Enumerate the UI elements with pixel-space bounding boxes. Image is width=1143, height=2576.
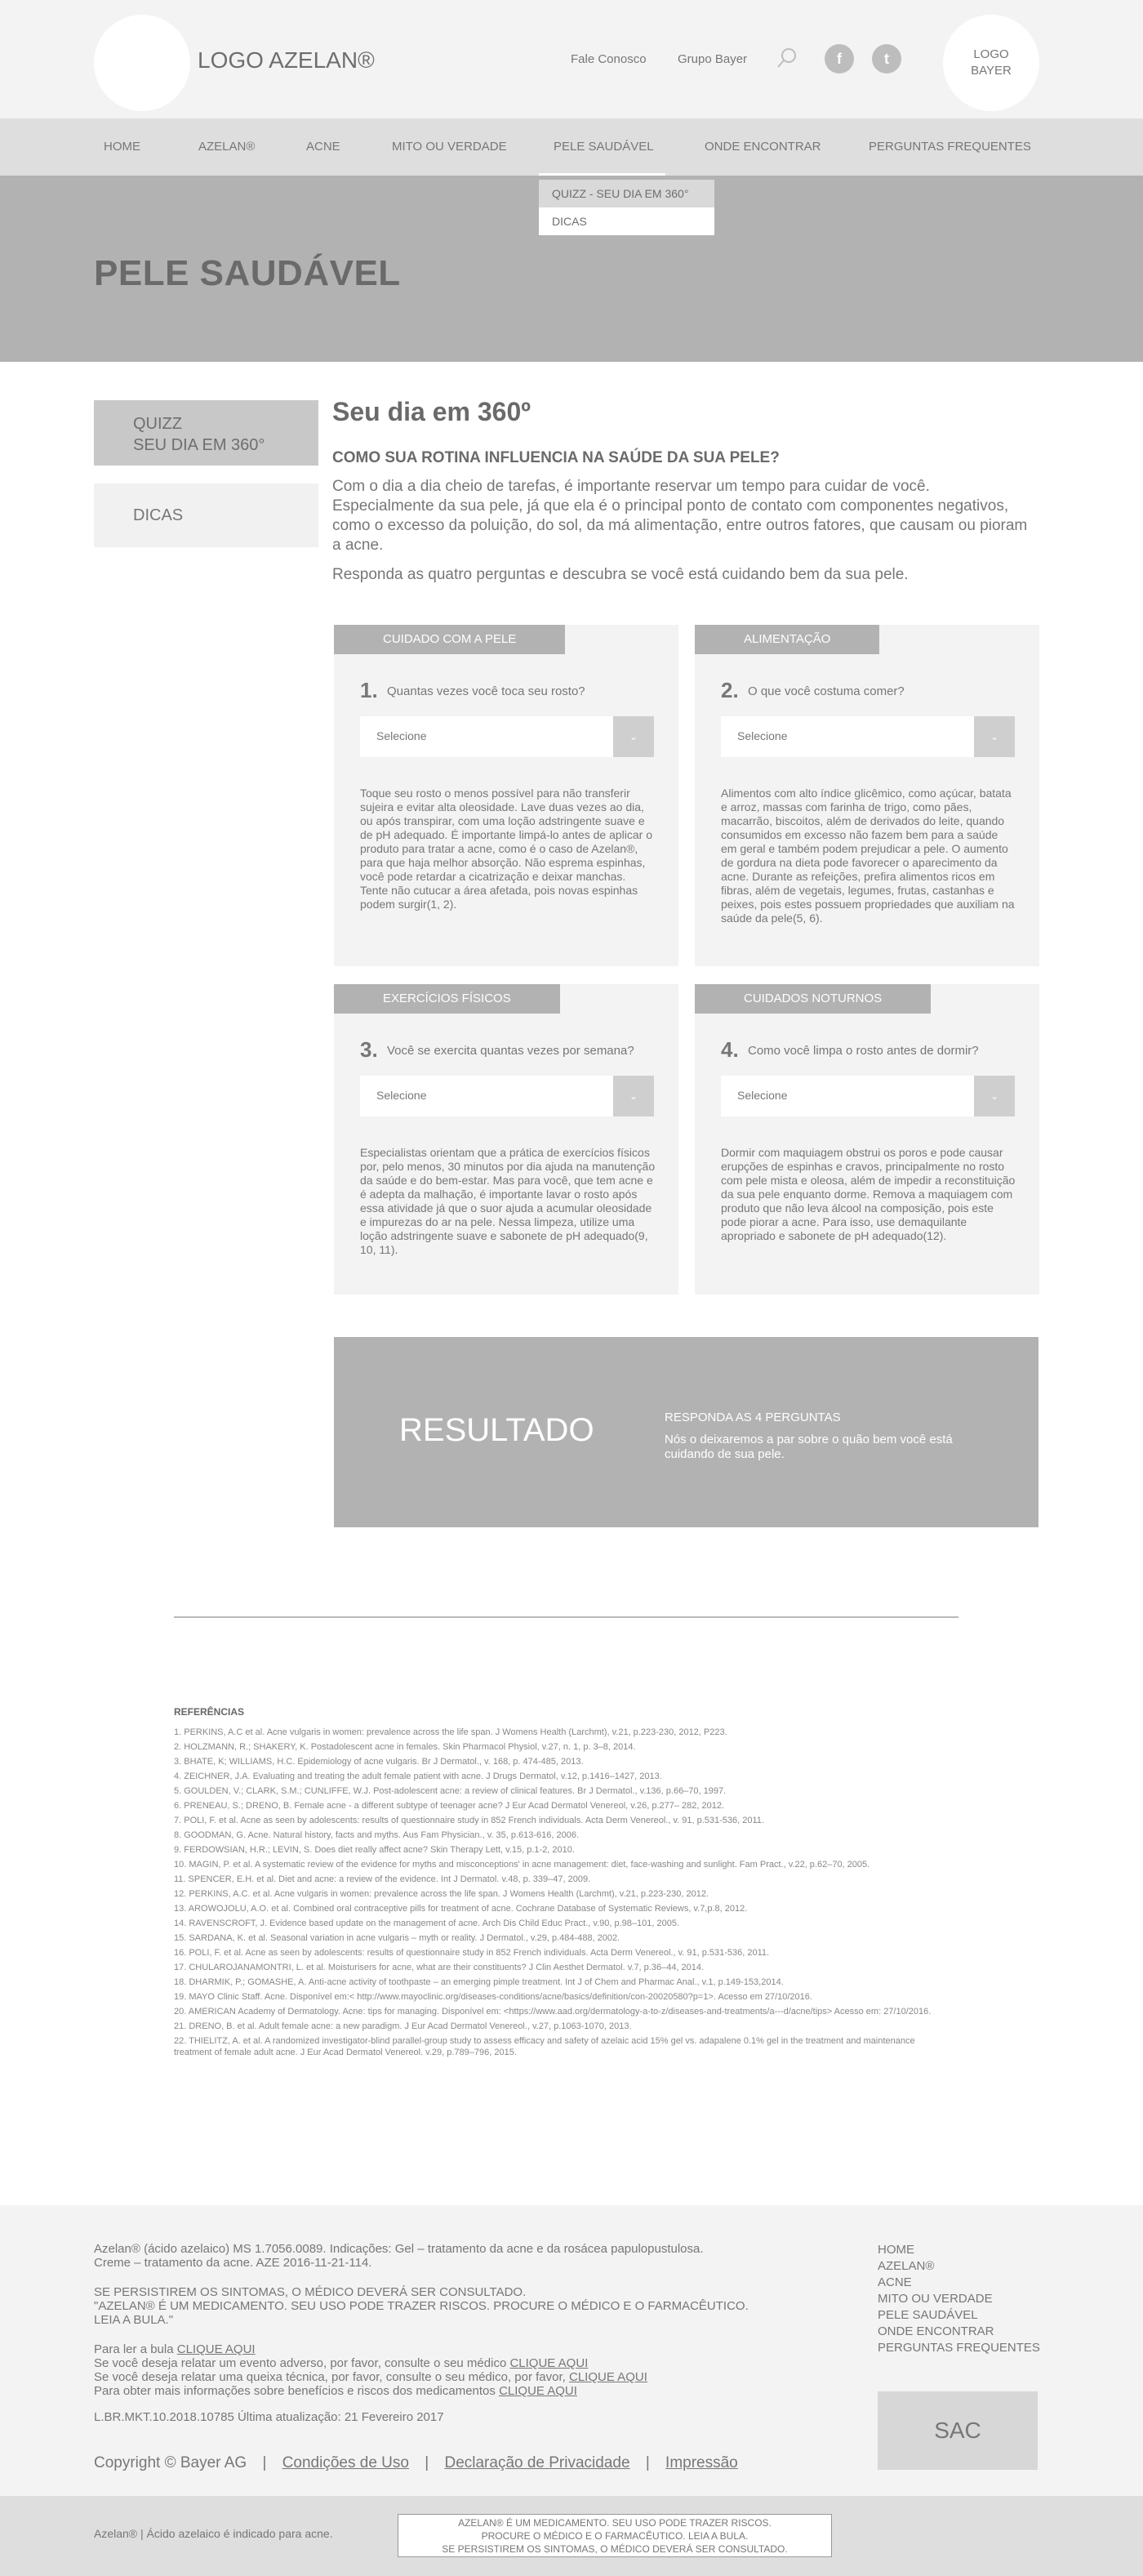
footer-menu-item[interactable]: PERGUNTAS FREQUENTES (878, 2341, 1040, 2355)
answer-select[interactable] (360, 716, 654, 757)
footer-bula-text: Para ler a bula (94, 2342, 177, 2356)
question-number: 1. (360, 678, 378, 702)
question-number: 3. (360, 1037, 378, 1062)
footer-technical-text: Se você deseja relatar uma queixa técnica, por favor, consulte o seu médico, por favor, (94, 2370, 569, 2384)
reference-item: 6. PRENEAU, S.; DRENO, B. Female acne - a different subtype of teenager acne? J Eur Acad Dermatol Venereol, v.26, p.277– 282, 2012. (174, 1801, 725, 1811)
nav-item-onde-encontrar[interactable]: ONDE ENCONTRAR (705, 140, 821, 154)
reference-item: 10. MAGIN, P. et al. A systematic review of the evidence for myths and misconceptions' in acne management: diet, face-washing and sunlight. Fam Pract., v.22, p.62–70, 2005. (174, 1860, 870, 1870)
answer-select[interactable] (721, 1076, 1015, 1116)
technical-complaint-link[interactable]: CLIQUE AQUI (569, 2370, 647, 2384)
logo-text[interactable]: LOGO AZELAN® (198, 47, 375, 73)
warning-line2: PROCURE O MÉDICO E O FARMACÊUTICO. LEIA A BULA. (481, 2530, 749, 2542)
quiz-card (334, 625, 678, 966)
card-body-text: Especialistas orientam que a prática de exercícios físicos por, pelo menos, 30 minutos por dia ajuda na manutenção da saúde e do bem-estar. Mas para você, que tem acne e é adepta da malhação, é importante lavar o rosto após essa atividade já que o suor ajuda a acumular oleosidade e impurezas do ar na pele. Nessa limpeza, utilize uma loção adstringente suave e sabonete de pH adequado(9, 10, 11). (360, 1146, 656, 1256)
select-value: Selecione (737, 1089, 788, 1102)
reference-item: 12. PERKINS, A.C. et al. Acne vulgaris in women: prevalence across the life span. J Womens Health (Larchmt), v.21, p.223-230, 2012. (174, 1889, 709, 1899)
reference-item: 17. CHULAROJANAMONTRI, L. et al. Moisturisers for acne, what are their constituents? J Clin Aesthet Dermatol. v.7, p.36–44, 2014. (174, 1963, 705, 1972)
card-tag: CUIDADO COM A PELE (334, 625, 565, 654)
reference-item: 14. RAVENSCROFT, J. Evidence based update on the management of acne. Arch Dis Child Educ Pract., v.90, p.98–101, 2005. (174, 1919, 679, 1928)
bayer-logo-line1: LOGO (973, 47, 1009, 61)
chevron-down-icon[interactable]: ⌄ (974, 716, 1015, 757)
footer-menu (878, 2242, 1040, 2356)
reference-item: 1. PERKINS, A.C et al. Acne vulgaris in women: prevalence across the life span. J Womens Health (Larchmt), v.21, p.223-230, 2012, P223. (174, 1727, 727, 1737)
footer-indications-line1: Azelan® (ácido azelaico) MS 1.7056.0089. Indicações: Gel – tratamento da acne e da rosácea papulopustulosa. (94, 2242, 704, 2256)
page-title: PELE SAUDÁVEL (94, 253, 401, 293)
footer-menu-item[interactable]: ACNE (878, 2275, 912, 2289)
result-title: RESULTADO (399, 1412, 594, 1448)
footer-adverse-line (94, 2356, 772, 2370)
footer-info-line (94, 2384, 772, 2398)
separator: | (425, 2454, 429, 2471)
reference-item: 8. GOODMAN, G. Acne. Natural history, facts and myths. Aus Fam Physician., v. 35, p.613-616, 2006. (174, 1830, 580, 1840)
footer-code: L.BR.MKT.10.2018.10785 Última atualização: 21 Fevereiro 2017 (94, 2410, 444, 2424)
nav-item-pele-saudavel[interactable]: PELE SAUDÁVEL (554, 140, 654, 154)
reference-item: 20. AMERICAN Academy of Dermatology. Acne: tips for managing. Disponível em: <https://www.aad.org/dermatology-a-to-z/diseases-and-treatments/a---d/acne/tips> Acesso em: 27/10/2016. (174, 2007, 932, 2017)
privacy-link[interactable]: Declaração de Privacidade (444, 2454, 630, 2471)
intro-text: Com o dia a dia cheio de tarefas, é importante reservar um tempo para cuidar de você. Especialmente da sua pele, já que ela é o principal ponto de contato com componentes negativos, como o excesso da poluição, do sol, da má alimentação, entre outros fatores, que causam ou pioram a acne. (332, 478, 1028, 554)
reference-item: 21. DRENO, B. et al. Adult female acne: a new paradigm. J Eur Acad Dermatol Venereol., v.27, p.1063-1070, 2013. (174, 2021, 632, 2031)
footer-indications-line2: Creme – tratamento da acne. AZE 2016-11-21-114. (94, 2256, 372, 2270)
sidebar-quizz-line1: QUIZZ (133, 415, 182, 433)
reference-item: 19. MAYO Clinic Staff. Acne. Disponível em:< http://www.mayoclinic.org/diseases-conditions/acne/basics/definition/con-20020580?p=1>. Acesso em 27/10/2016. (174, 1992, 812, 2002)
reference-item: 4. ZEICHNER, J.A. Evaluating and treating the adult female patient with acne. J Drugs Dermatol, v.12, p.1416–1427, 2013. (174, 1772, 662, 1781)
facebook-icon[interactable]: f (825, 44, 854, 74)
logo-circle[interactable] (94, 15, 190, 111)
sidebar-item-quizz[interactable] (94, 400, 318, 466)
terms-link[interactable]: Condições de Uso (282, 2454, 409, 2471)
references-list (174, 1727, 950, 2061)
reference-item: 5. GOULDEN, V.; CLARK, S.M.; CUNLIFFE, W.J. Post-adolescent acne: a review of clinical features. Br J Dermatol., v.136, p.66–70, 1997. (174, 1786, 727, 1796)
quiz-card (695, 625, 1039, 966)
footer-warning-line3: LEIA A BULA." (94, 2313, 174, 2327)
footer-warning-line1: SE PERSISTIREM OS SINTOMAS, O MÉDICO DEVERÁ SER CONSULTADO. (94, 2285, 527, 2299)
footer-menu-item[interactable]: MITO OU VERDADE (878, 2292, 993, 2306)
card-tag: ALIMENTAÇÃO (695, 625, 879, 654)
footer-contact (94, 2342, 772, 2398)
question-text: O que você costuma comer? (748, 684, 905, 698)
main-nav (0, 118, 1143, 176)
section-title: Seu dia em 360º (332, 397, 531, 426)
header (0, 0, 1143, 118)
footer-info-text: Para obter mais informações sobre benefícios e riscos dos medicamentos (94, 2384, 500, 2398)
warning-box (398, 2514, 832, 2557)
nav-item-mito-ou-verdade[interactable]: MITO OU VERDADE (392, 140, 507, 154)
answer-select[interactable] (721, 716, 1015, 757)
nav-item-home[interactable]: HOME (104, 140, 140, 154)
imprint-link[interactable]: Impressão (665, 2454, 738, 2471)
chevron-down-icon[interactable]: ⌄ (613, 716, 654, 757)
bottom-bar (0, 2496, 1143, 2576)
grupo-bayer-link[interactable]: Grupo Bayer (678, 52, 748, 66)
result-label: RESPONDA AS 4 PERGUNTAS (665, 1411, 841, 1424)
footer-bula-line (94, 2342, 772, 2356)
card-body-text: Toque seu rosto o menos possível para não transferir sujeira e evitar alta oleosidade. Lave duas vezes ao dia, ou após transpirar, com uma loção adstringente suave e de pH adequado. É importante limpá-lo antes de aplicar o produto para tratar a acne, como é o caso de Azelan®, para que haja melhor absorção. Não esprema espinhas, você pode retardar a cicatrização e deixar manchas. Tente não cutucar a área afetada, pois novas espinhas podem surgir(1, 2). (360, 787, 652, 911)
nav-item-acne[interactable]: ACNE (306, 140, 340, 154)
select-value: Selecione (376, 1089, 427, 1102)
sidebar-quizz-line2: SEU DIA EM 360° (133, 436, 265, 454)
sidebar-item-dicas[interactable]: DICAS (94, 484, 318, 547)
footer-menu-item[interactable]: HOME (878, 2243, 914, 2257)
quiz-card (334, 984, 678, 1295)
result-panel (334, 1337, 1038, 1527)
reference-item: 16. POLI, F. et al. Acne as seen by adolescents: results of questionnaire study in 852 French individuals. Acta Derm Venereol., v. 91, p.531-536, 2011. (174, 1948, 770, 1958)
card-tag: CUIDADOS NOTURNOS (695, 984, 931, 1014)
footer-menu-item[interactable]: ONDE ENCONTRAR (878, 2324, 994, 2338)
reference-item: 3. BHATE, K; WILLIAMS, H.C. Epidemiology of acne vulgaris. Br J Dermatol., v. 168, p. 474-485, 2013. (174, 1757, 584, 1767)
card-tag: EXERCÍCIOS FÍSICOS (334, 984, 560, 1014)
bayer-logo[interactable] (943, 15, 1039, 111)
divider (174, 1616, 958, 1618)
fale-conosco-link[interactable]: Fale Conosco (571, 52, 647, 66)
copyright-bar (94, 2454, 738, 2472)
warning-line1: AZELAN® É UM MEDICAMENTO. SEU USO PODE TRAZER RISCOS. (458, 2517, 772, 2529)
question-number: 2. (721, 678, 739, 702)
result-text: Nós o deixaremos a par sobre o quão bem você está cuidando de sua pele. (665, 1433, 953, 1461)
reference-item: 15. SARDANA, K. et al. Seasonal variation in acne vulgaris – myth or reality. J Dermatol., v.29, p.484-488, 2002. (174, 1933, 620, 1943)
question-text: Você se exercita quantas vezes por semana? (387, 1044, 634, 1058)
dropdown-item-dicas[interactable]: DICAS (552, 215, 587, 228)
card-body-text: Dormir com maquiagem obstrui os poros e pode causar erupções de espinhas e cravos, principalmente no rosto com pele mista e oleosa, além de impedir a reconstituição da sua pele enquanto dorme. Remova a maquiagem com produto que não leva álcool na composição, pois este pode piorar a acne. Para isso, use demaquilante apropriado e sabonete de pH adequado(12). (721, 1146, 1016, 1242)
nav-item-azelan[interactable]: AZELAN® (198, 140, 256, 154)
question-text: Quantas vezes você toca seu rosto? (387, 684, 585, 698)
reference-item: 13. AROWOJOLU, A.O. et al. Combined oral contraceptive pills for treatment of acne. Cochrane Database of Systematic Reviews, v.7,p.8, 2012. (174, 1904, 748, 1914)
separator: | (262, 2454, 267, 2471)
dropdown-item-quizz[interactable]: QUIZZ - SEU DIA EM 360° (539, 180, 714, 207)
reference-item: 2. HOLZMANN, R.; SHAKERY, K. Postadolescent acne in females. Skin Pharmacol Physiol, v.27, n. 1, p. 3–8, 2014. (174, 1742, 636, 1752)
search-icon[interactable] (775, 46, 799, 70)
instruction-text: Responda as quatro perguntas e descubra se você está cuidando bem da sua pele. (332, 566, 909, 583)
twitter-icon[interactable]: t (872, 44, 901, 74)
reference-item: 9. FERDOWSIAN, H.R.; LEVIN, S. Does diet really affect acne? Skin Therapy Lett, v.15, p.1-2, 2010. (174, 1845, 575, 1855)
section-heading: COMO SUA ROTINA INFLUENCIA NA SAÚDE DA SUA PELE? (332, 449, 780, 466)
footer-technical-line (94, 2370, 772, 2384)
chevron-down-icon[interactable]: ⌄ (974, 1076, 1015, 1116)
bula-link[interactable]: CLIQUE AQUI (176, 2342, 256, 2356)
footer-indications (94, 2242, 772, 2270)
warning-line3: SE PERSISTIREM OS SINTOMAS, O MÉDICO DEVERÁ SER CONSULTADO. (442, 2543, 788, 2555)
nav-dropdown (539, 180, 714, 235)
answer-select[interactable] (360, 1076, 654, 1116)
bayer-logo-line2: BAYER (971, 64, 1012, 78)
select-value: Selecione (376, 729, 427, 742)
footer-menu-item[interactable]: PELE SAUDÁVEL (878, 2308, 978, 2322)
nav-active-indicator (539, 173, 665, 176)
sac-button[interactable]: SAC (878, 2391, 1038, 2470)
card-body-text: Alimentos com alto índice glicêmico, como açúcar, batata e arroz, massas com farinha de trigo, como pães, macarrão, biscoitos, além de derivados do leite, quando consumidos em excesso não fazem bem para a saúde em geral e também podem prejudicar a pele. O aumento de gordura na dieta pode favorecer o aparecimento da acne. Durante as refeições, prefira alimentos ricos em fibras, além de vegetais, legumes, frutas, castanhas e peixes, pois estes possuem propriedades que auxiliam na saúde da pele(5, 6). (721, 787, 1015, 925)
question-text: Como você limpa o rosto antes de dormir? (748, 1044, 979, 1058)
reference-item: 22. THIELITZ, A. et al. A randomized investigator-blind parallel-group study to assess efficacy and safety of azelaic acid 15% gel vs. adapalene 0.1% gel in the treatment and maintenance treatment of female adult acne. J Eur Acad Dermatol Venereol. v.29, p.789–796, 2015. (174, 2036, 915, 2057)
separator: | (645, 2454, 650, 2471)
reference-item: 7. POLI, F. et al. Acne as seen by adolescents: results of questionnaire study in 852 French individuals. Acta Derm Venereol., v. 91, p.531-536, 2011. (174, 1816, 764, 1825)
adverse-event-link[interactable]: CLIQUE AQUI (509, 2356, 589, 2370)
footer-adverse-text: Se você deseja relatar um evento adverso, por favor, consulte o seu médico (94, 2356, 510, 2370)
select-value: Selecione (737, 729, 788, 742)
reference-item: 18. DHARMIK, P.; GOMASHE, A. Anti-acne activity of toothpaste – an emerging pimple treatment. Int J of Chem and Pharmac Anal., v.1, p.149-153,2014. (174, 1977, 784, 1987)
footer-warning (94, 2285, 772, 2327)
quiz-card (695, 984, 1039, 1295)
copyright-text: Copyright © Bayer AG (94, 2454, 247, 2471)
chevron-down-icon[interactable]: ⌄ (613, 1076, 654, 1116)
footer-menu-item[interactable]: AZELAN® (878, 2259, 935, 2273)
reference-item: 11. SPENCER, E.H. et al. Diet and acne: a review of the evidence. Int J Dermatol. v.48, p. 339–47, 2009. (174, 1874, 591, 1884)
references-title: REFERÊNCIAS (174, 1706, 245, 1718)
bottom-text: Azelan® | Ácido azelaico é indicado para acne. (94, 2527, 333, 2540)
nav-item-perguntas-frequentes[interactable]: PERGUNTAS FREQUENTES (869, 140, 1031, 154)
question-number: 4. (721, 1037, 739, 1062)
footer-warning-line2: "AZELAN® É UM MEDICAMENTO. SEU USO PODE TRAZER RISCOS. PROCURE O MÉDICO E O FARMACÊUTICO. (94, 2299, 749, 2313)
more-info-link[interactable]: CLIQUE AQUI (499, 2384, 577, 2398)
